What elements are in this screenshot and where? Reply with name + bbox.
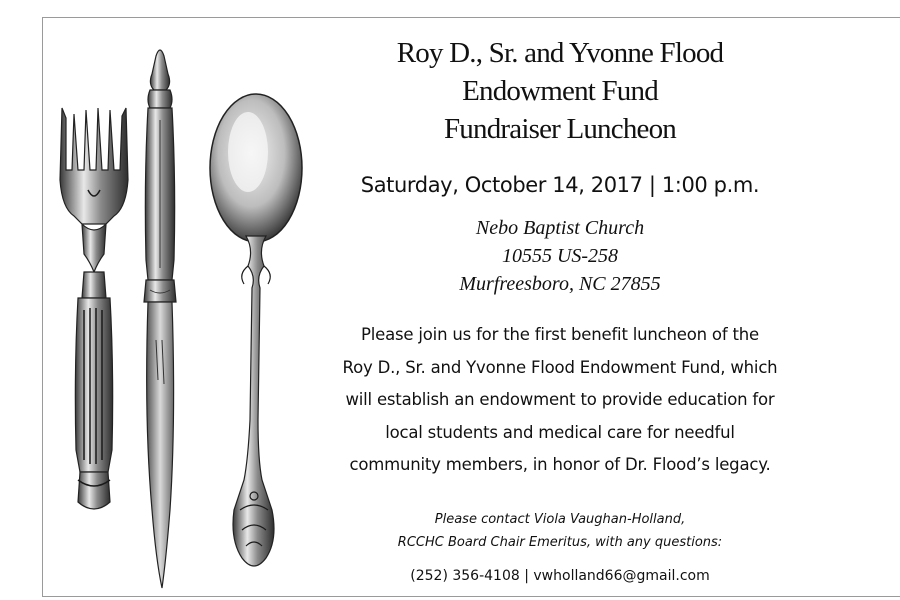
venue-street: 10555 US-258 (501, 245, 619, 267)
venue-city: Murfreesboro, NC 27855 (459, 273, 661, 295)
fork-icon (60, 108, 128, 509)
description-line: will establish an endowment to provide education for (345, 390, 775, 409)
title-line: Endowment Fund (462, 75, 658, 107)
contact-line: Please contact Viola Vaughan-Holland, (434, 512, 686, 527)
venue-name: Nebo Baptist Church (475, 217, 645, 239)
event-title (310, 34, 810, 148)
event-description (310, 319, 810, 482)
cutlery-illustration (48, 40, 308, 595)
email-address[interactable]: vwholland66@gmail.com (533, 568, 710, 584)
knife-icon (144, 50, 176, 588)
title-line: Roy D., Sr. and Yvonne Flood (396, 37, 724, 69)
separator: | (524, 568, 529, 584)
contact-line: RCCHC Board Chair Emeritus, with any questions: (397, 535, 723, 550)
spoon-icon (210, 94, 302, 566)
title-line: Fundraiser Luncheon (443, 113, 677, 145)
event-date-time: Saturday, October 14, 2017 | 1:00 p.m. (360, 173, 760, 197)
description-line: Please join us for the first benefit luncheon of the (361, 325, 759, 344)
description-line: Roy D., Sr. and Yvonne Flood Endowment Fund, which (342, 357, 778, 377)
phone-number: (252) 356-4108 (410, 568, 520, 584)
contact-details (310, 564, 810, 588)
description-line: community members, in honor of Dr. Flood’s legacy. (349, 455, 771, 474)
contact-note (310, 508, 810, 554)
venue-address (310, 214, 810, 298)
description-line: local students and medical care for needful (385, 422, 735, 442)
